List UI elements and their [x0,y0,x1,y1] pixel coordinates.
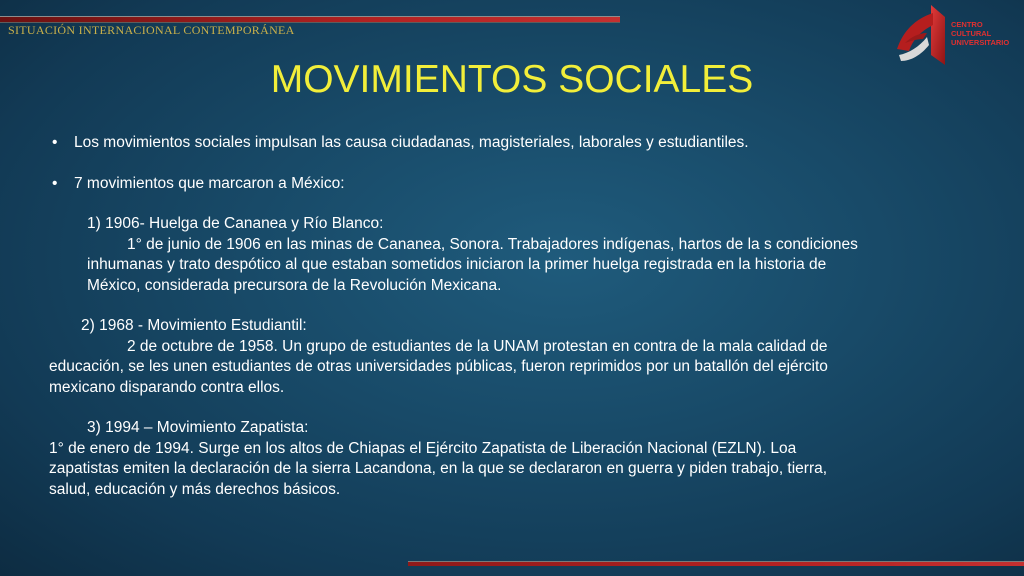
logo-line: CULTURAL [951,29,992,38]
bullet-item [49,133,946,154]
bullet-icon: • [52,134,58,151]
movement-line: mexicano disparando contra ellos. [49,378,285,396]
movement-line: 1° de enero de 1994. Surge en los altos de Chiapas el Ejército Zapatista de Liberación Nacional (EZLN). Loa [49,439,797,457]
slide-body [49,133,946,500]
movement-1906 [49,214,946,296]
movement-line: 2 de octubre de 1958. Un grupo de estudiantes de la UNAM protestan en contra de la mala calidad de [127,337,828,355]
bottom-accent-bar [408,561,1024,566]
logo-text [951,20,1009,47]
movement-line: México, considerada precursora de la Revolución Mexicana. [87,276,502,294]
movement-1994 [49,418,946,500]
movement-heading: 1) 1906- Huelga de Cananea y Río Blanco: [87,215,384,232]
logo-line: CENTRO [951,20,983,29]
bullet-item [49,174,946,195]
movement-line: inhumanas y trato despótico al que estaban sometidos iniciaron la primer huelga registrada en la historia de [87,256,827,273]
top-accent-bar [0,16,620,23]
movement-line: salud, educación y más derechos básicos. [49,480,341,498]
movement-line: 1° de junio de 1906 en las minas de Cananea, Sonora. Trabajadores indígenas, hartos de la s condiciones [127,235,858,253]
movement-heading: 3) 1994 – Movimiento Zapatista: [87,419,309,436]
course-label: SITUACIÓN INTERNACIONAL CONTEMPORÁNEA [8,23,295,37]
bullet-text: 7 movimientos que marcaron a México: [74,174,345,192]
movement-heading: 2) 1968 - Movimiento Estudiantil: [81,317,307,334]
bullet-text: Los movimientos sociales impulsan las causa ciudadanas, magisteriales, laborales y estudiantiles. [74,134,749,151]
movement-line: zapatistas emiten la declaración de la sierra Lacandona, en la que se declararon en guerra y piden trabajo, tierra, [49,460,828,477]
bullet-icon: • [52,174,58,192]
logo-line: UNIVERSITARIO [951,38,1010,47]
movement-line: educación, se les unen estudiantes de otras universidades públicas, fueron reprimidos por un batallón del ejército [49,358,828,375]
movement-1968 [49,316,946,398]
page-title: MOVIMIENTOS SOCIALES [270,58,754,101]
